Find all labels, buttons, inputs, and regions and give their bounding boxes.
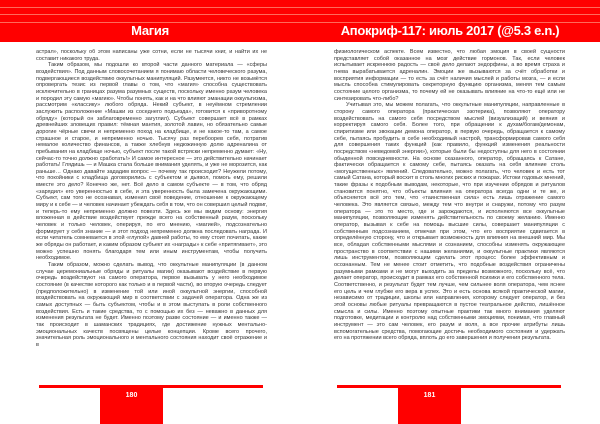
page-number-left: 180: [100, 385, 163, 424]
header-rule: [300, 14, 600, 15]
paragraph: физиологическом аспекте. Всем известно, что любая эмоция в своей сущности представляет собой оказанное на мозг действие гормонов. Так, если человек испытывает искреннюю радость — своё дело делают эндорфины, а во время страха и гнева вырабатывается адреналин. Эмоции же вызываются за счёт обработки и восприятия информации — то есть за счёт наличия мыслей и работы мозга, — и если мысль способна стимулировать секреторную функцию организма, меняя тем самым состояние целого организма, то почему ей не оказывать влияние на что-то ещё или не синтезировать что-либо?: [334, 49, 565, 102]
left-page-text: [36, 49, 267, 379]
paragraph: Таким образом, можно сделать вывод, что оккультные манипуляции (в данном случае церемониальные обряды и ритуалы магии) оказывают воздействие в первую очередь воздействуют на самого оператора, первое вызывать у него необходимое состояние (в качестве которого как только и в первой части), во вторую очередь следует (предположительно) в изменение той или иной оккультной энергии, способной воздействовать на окружающий мир в соответствии с задачей оператора. Одна же из самых доступных — быть субъектом, чтобы и в этом выступать в роли собственного воздействия. Есть и такие средства, то с помощью их без — неважно в данных для изменения результата не будет. Именно поэтому разве состояние — и именно также — так происходит в шаманских традициях, где достижение нужных ментально-эмоциональных качеств посвящены целые концепции. Кроме всего прочего, значительная роль эмоционального и ментального состояния находит своё отражение и в: [36, 262, 267, 348]
header-rule: [300, 7, 600, 8]
left-header-band: [0, 0, 300, 42]
issue-title: Апокриф-117: июль 2017 (@5.3 e.n.): [340, 23, 560, 38]
paragraph: астрал», поскольку об этом написаны уже сотни, если не тысячи книг, и найти их не составит никакого труда.: [36, 49, 267, 62]
right-header-band: [300, 0, 600, 42]
paragraph: Таким образом, мы подошли ко второй части данного материала — «сферы воздействия». Под данным словосочетанием я понимаю области человеческого разума, подвергающиеся воздействию оккультных манипуляций. Разумеется, никто не возьмётся опровергать тезис из первой главы о том, что «магия» способна существовать исключительно в границах разума разумных существ, поскольку именно разум человека и породил эту самую «магию». Чтобы понять, как и на что влияют эманации оккультизма, рассмотрим «классику» любого обряда. Некий субъект, в неуёмном стремлении заслужить расположение «Машки из соседнего подъезда», готовится к «приворотному обряду» (который он заблаговременно загуглил). Субъект совершает всё в рамках древнейших зловещих правил: тёмная мантия, золотой лавин, но обязательно самые дорогие чёрные свечи и непременно поход на кладбище, и не какое-то там, а самое страшное и старое, и непременно ночью. Тысячу раз перебоорев себя, потратив немалое количество финансов, а также хлебнув недюжинную долю адреналина от пребывания на кладбище ночью, субъект после такой встряски непременно думает: «Ну, сейчас-то точно должно сработать!» И самое интересное — это действительно начинает работать! Глядишь — и Машка стала больше внимания уделять, и уже не морозится, как раньше… Однако давайте зададим вопрос — почему так происходит? Неужели потому, что покойники с кладбища договорились с субъектом и дьявол, помогь ему, решили вместе это дело? Конечно же, нет. Всё дело в самом субъекте — в том, что обряд «зарядил» его уверенностью в себе, и эта уверенность была замечена окружающими. Субъект, сам того не осознавая, изменил своё поведение, отношение к окружающему миру и к себе — и человек начинает убеждать себя в том, что он совершил целый подвиг, и теперь-то ему непременно должно повезти. Здесь же мы видим основу: энергия вложенная в действие воздействует прежде всего на собственный разум, поскольку человек и только человек, оперируя, по его мнению, «магией», подсознательно формирует у себя знание — и этот подход непременно должна последовать награда. И если читатель сомневается в этой «глупой» давней работы, то ему стоит почитать, какие же обряды он работает, и каким образом субъект их «награды» к себе «притягивает», это можно успешно понять благодаря тем или иным инструментам, чтобы получить необходимое.: [36, 62, 267, 262]
section-title: Магия: [131, 23, 169, 38]
page-number-right: 181: [398, 385, 461, 424]
right-page-text: [334, 49, 565, 379]
header-rule: [0, 14, 300, 15]
paragraph: Учитывая это, мы можем полагать, что оккультные манипуляции, направленные в сторону самого оператора (практическая эзотерика), позволяют оператору воздействовать на самого себя посредством мыслей (визуализаций) и веяния и корректируя самого себя. Более того, при обращении к духам/богам/демонам, спиритизме или эвокации демона оператор, в первую очередь, обращается к самому себе, пытаясь пробудить в себе необходимый настрой, трансформировав самого себя для совершения таких функций (как правило, функций изменения реальности посредством «неведомой энергии»), которые были бы недоступны для него в состоянии обыденной повседневности. На основе сказанного, оператор, обращаясь к Сатане, фактически обращается к самому себе, пытаясь оказать на себя влияние столь «могущественных» явлений. Следовательно, можно полагать, что человек и есть тот самый Сатана, который восхит в столь многих риских и пожарах. Истоки годовых мнений, такие фразы к подобным выводам, некоторые, что при изучении обрядов и ритуалов становится понятно, что объекты влияния на оператора всегда одни и те же, и объясняется всё это тем, что «таинственная сила» есть лишь отражение самого человека. Это является связью, между тем что внутри и снаружи, потому что разум оператора — это то место, где и зарождаются, и исполняются все оккультные манипуляции, позволяющие изменять действительность по своему желанию. Именно оператор, вызывая к себе на помощь высшие силы, совершает манипуляции с собственным подсознанием, отмечая при этом, что его восприятие сдвигается в определённую сторону, что и открывает возможность для влияния на внешний мир. Мы все, обладая собственными мыслями и сознанием, способны изменять окружающее пространство в соответствии с нашими желаниями, и оккультные практики являются лишь инструментом, позволяющим сделать этот процесс более эффективным и осознанным. Тем не менее стоит отметить, что подобные воздействия ограничены разумными рамками и не могут выходить за пределы возможного, поскольку всё, что делает оператор, происходит в рамках его собственной психики и его собственного тела. Соответственно, и результат будет тем лучше, чем сильнее воля оператора, чем яснее его цель и чем глубже его вера в успех. Это и есть основа всякой практической магии, независимо от традиции, школы или направления, которому следует оператор, и без этой основы любые ритуалы превращаются в пустое театральное действо, лишённое смысла и силы. Именно поэтому опытные практики так много внимания уделяют подготовке, медитации и контролю над собственными эмоциями, понимая, что главный инструмент — это сам человек, его разум и воля, а все прочие атрибуты лишь вспомогательные средства, помогающие достичь необходимого состояния и удержать его на протяжении всего обряда, вплоть до его завершения и получения результата.: [334, 102, 565, 342]
header-rule: [0, 7, 300, 8]
